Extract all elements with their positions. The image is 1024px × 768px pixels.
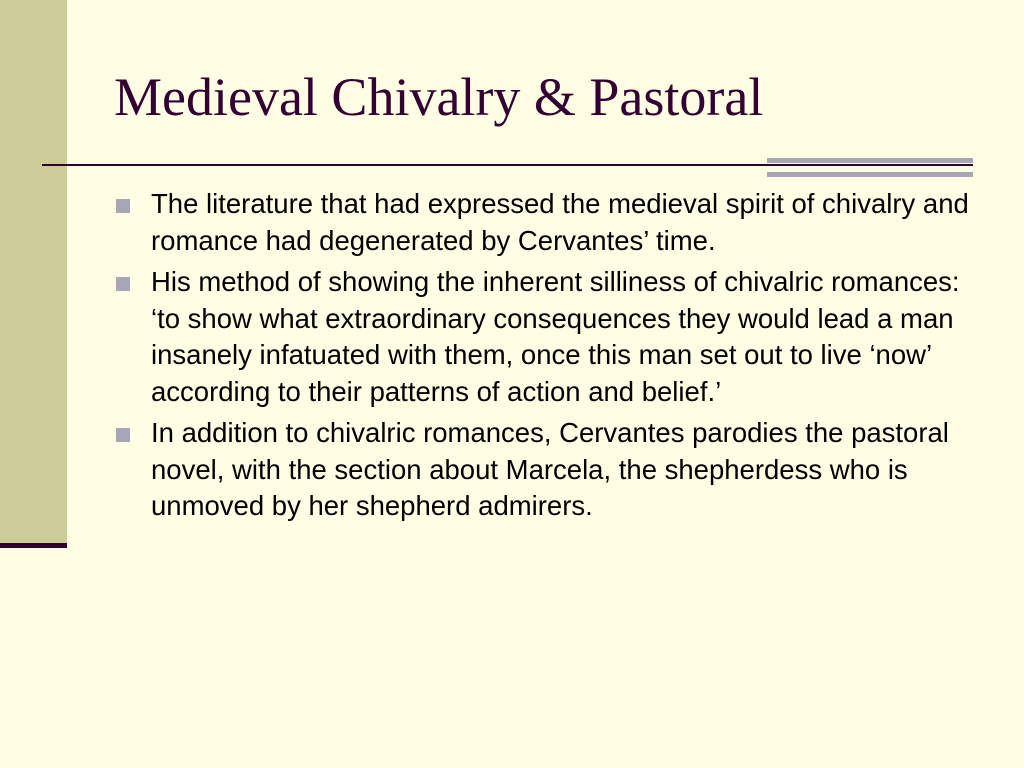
square-bullet-icon — [116, 199, 130, 213]
accent-bar-bottom — [767, 172, 973, 177]
bullet-text: In addition to chivalric romances, Cervantes parodies the pastoral novel, with the section about Marcela, the shepherdess who is unmoved by her shepherd admirers. — [151, 417, 949, 521]
slide-title: Medieval Chivalry & Pastoral — [114, 67, 764, 127]
bullet-text: His method of showing the inherent silliness of chivalric romances: ‘to show what extraordinary consequences they would lead a man insanely infatuated with them, once this man set out to live ‘now’ according to their patterns of action and belief.’ — [151, 266, 960, 407]
bullet-text: The literature that had expressed the medieval spirit of chivalry and romance had degenerated by Cervantes’ time. — [151, 188, 969, 256]
bullet-item — [112, 264, 972, 410]
left-decorative-rule — [0, 543, 67, 548]
accent-bar-top — [767, 158, 973, 163]
left-decorative-band — [0, 0, 67, 545]
square-bullet-icon — [116, 428, 130, 442]
title-divider — [42, 164, 973, 166]
bullet-item — [112, 415, 972, 525]
bullet-list — [112, 186, 972, 530]
square-bullet-icon — [116, 277, 130, 291]
bullet-item — [112, 186, 972, 259]
